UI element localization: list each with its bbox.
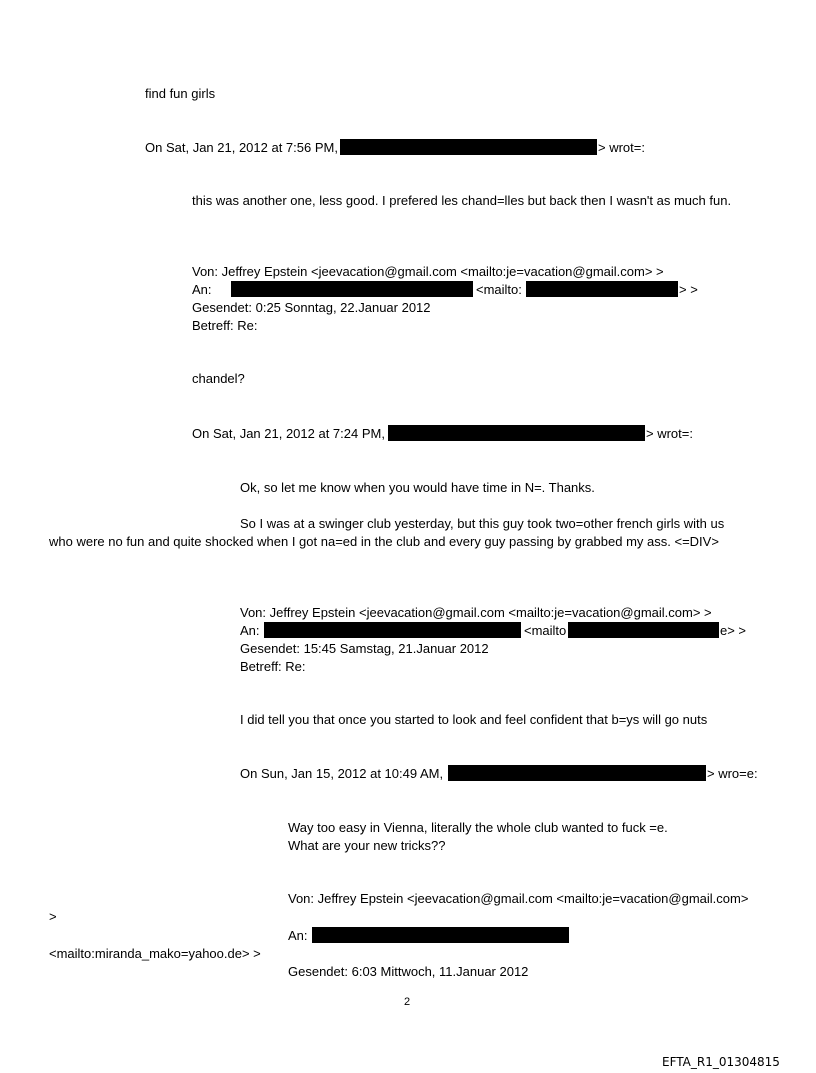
header-to-mailto: <mailto <box>524 623 567 638</box>
message-line: find fun girls <box>145 86 216 101</box>
header-subject: Betreff: Re: <box>192 318 258 333</box>
redaction-bar <box>388 425 645 441</box>
message-line: So I was at a swinger club yesterday, but this guy took two=other french girls with us <box>240 516 725 531</box>
redaction-bar <box>448 765 706 781</box>
header-subject: Betreff: Re: <box>240 659 306 674</box>
header-from: Von: Jeffrey Epstein <jeevacation@gmail.com <mailto:je=vacation@gmail.com> > <box>192 264 664 279</box>
redaction-bar <box>568 622 719 638</box>
message-line: who were no fun and quite shocked when I got na=ed in the club and every guy passing by grabbed my ass. <=DIV> <box>49 534 719 549</box>
message-line: Ok, so let me know when you would have time in N=. Thanks. <box>240 480 595 495</box>
header-sent: Gesendet: 6:03 Mittwoch, 11.Januar 2012 <box>288 964 529 979</box>
header-to-mailto: <mailto: <box>476 282 522 297</box>
header-to-label: An: <box>192 282 212 297</box>
header-from-continued: > <box>49 909 57 924</box>
quote-header: On Sat, Jan 21, 2012 at 7:56 PM, <box>145 140 338 155</box>
message-line: What are your new tricks?? <box>288 838 446 853</box>
header-sent: Gesendet: 0:25 Sonntag, 22.Januar 2012 <box>192 300 431 315</box>
page-number: 2 <box>404 996 411 1008</box>
redaction-bar <box>312 927 569 943</box>
header-to-label: An: <box>288 928 308 943</box>
message-line: Way too easy in Vienna, literally the whole club wanted to fuck =e. <box>288 820 668 835</box>
message-line: chandel? <box>192 371 245 386</box>
header-to-label: An: <box>240 623 260 638</box>
quote-header-end: > wrot=: <box>646 426 693 441</box>
header-from: Von: Jeffrey Epstein <jeevacation@gmail.com <mailto:je=vacation@gmail.com> > <box>240 605 712 620</box>
header-to-end: > > <box>679 282 698 297</box>
quote-header: On Sat, Jan 21, 2012 at 7:24 PM, <box>192 426 385 441</box>
redaction-bar <box>340 139 597 155</box>
header-to-mailto: <mailto:miranda_mako=yahoo.de> > <box>49 946 261 961</box>
message-line: I did tell you that once you started to look and feel confident that b=ys will go nuts <box>240 712 708 727</box>
message-line: this was another one, less good. I prefered les chand=lles but back then I wasn't as much fun. <box>192 193 732 208</box>
quote-header-end: > wrot=: <box>598 140 645 155</box>
redaction-bar <box>264 622 521 638</box>
quote-header: On Sun, Jan 15, 2012 at 10:49 AM, <box>240 766 444 781</box>
redaction-bar <box>526 281 678 297</box>
header-from: Von: Jeffrey Epstein <jeevacation@gmail.com <mailto:je=vacation@gmail.com> <box>288 891 749 906</box>
redaction-bar <box>231 281 473 297</box>
quote-header-end: > wro=e: <box>707 766 758 781</box>
document-id: EFTA_R1_01304815 <box>662 1055 780 1069</box>
header-sent: Gesendet: 15:45 Samstag, 21.Januar 2012 <box>240 641 489 656</box>
header-to-end: e> > <box>720 623 747 638</box>
